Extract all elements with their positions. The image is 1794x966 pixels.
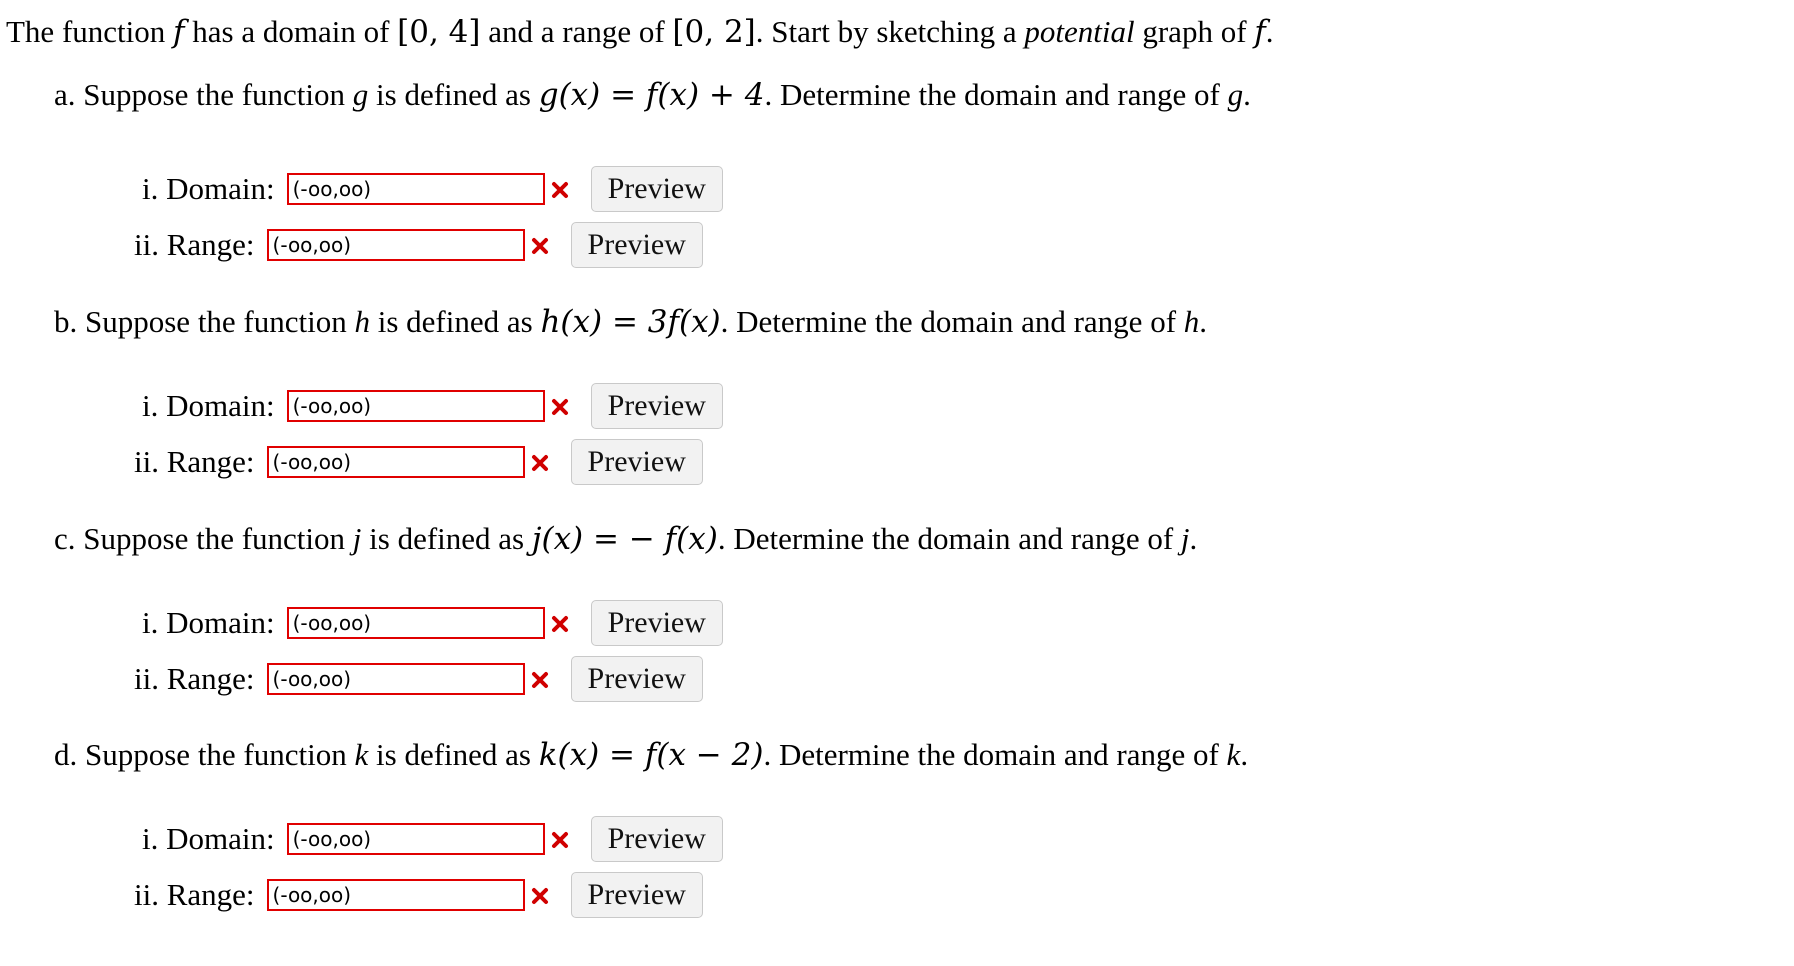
part-b-domain-input[interactable]: [287, 390, 545, 422]
formula: g(x) = f(x) + 4: [538, 77, 765, 113]
domain-label: i. Domain:: [142, 821, 275, 856]
incorrect-x-icon: [551, 181, 569, 199]
incorrect-x-icon: [551, 615, 569, 633]
domain-label: i. Domain:: [142, 388, 275, 423]
part-a-range-preview-button[interactable]: Preview: [571, 222, 703, 268]
part-d-question: d. Suppose the function k is defined as k(x) = f(x − 2). Determine the domain and range of k.: [54, 737, 1249, 773]
part-b-question: b. Suppose the function h is defined as h(x) = 3f(x). Determine the domain and range of h.: [54, 304, 1208, 340]
part-c-question: c. Suppose the function j is defined as j(x) = − f(x). Determine the domain and range of j.: [54, 521, 1198, 557]
incorrect-x-icon: [531, 237, 549, 255]
incorrect-x-icon: [551, 398, 569, 416]
part-a-domain-input[interactable]: [287, 173, 545, 205]
domain-label: i. Domain:: [142, 171, 275, 206]
part-c-domain-input[interactable]: [287, 607, 545, 639]
part-a-question: a. Suppose the function g is defined as g(x) = f(x) + 4. Determine the domain and range of g.: [54, 77, 1251, 113]
formula: h(x) = 3f(x): [540, 304, 721, 340]
part-d-range-input[interactable]: [267, 879, 525, 911]
problem-intro: The function f has a domain of [0, 4] and a range of [0, 2]. Start by sketching a potential graph of f.: [6, 14, 1274, 50]
potential-emphasis: potential: [1024, 14, 1135, 49]
part-c-domain-preview-button[interactable]: Preview: [591, 600, 723, 646]
formula: k(x) = f(x − 2): [538, 737, 764, 773]
part-a-range-input[interactable]: [267, 229, 525, 261]
incorrect-x-icon: [531, 887, 549, 905]
range-interval: [0, 2]: [672, 14, 756, 50]
part-c-domain-row: [142, 600, 723, 646]
incorrect-x-icon: [551, 831, 569, 849]
part-c-range-preview-button[interactable]: Preview: [571, 656, 703, 702]
domain-interval: [0, 4]: [397, 14, 481, 50]
f-symbol: f: [173, 14, 185, 50]
part-a-domain-row: [142, 166, 723, 212]
part-d-range-preview-button[interactable]: Preview: [571, 872, 703, 918]
part-d-domain-row: [142, 816, 723, 862]
incorrect-x-icon: [531, 454, 549, 472]
part-c-range-input[interactable]: [267, 663, 525, 695]
part-b-domain-preview-button[interactable]: Preview: [591, 383, 723, 429]
range-label: ii. Range:: [134, 661, 255, 696]
part-a-domain-preview-button[interactable]: Preview: [591, 166, 723, 212]
part-b-range-preview-button[interactable]: Preview: [571, 439, 703, 485]
incorrect-x-icon: [531, 671, 549, 689]
part-b-range-input[interactable]: [267, 446, 525, 478]
part-b-domain-row: [142, 383, 723, 429]
range-label: ii. Range:: [134, 227, 255, 262]
part-d-range-row: [134, 872, 703, 918]
part-c-range-row: [134, 656, 703, 702]
part-a-range-row: [134, 222, 703, 268]
domain-label: i. Domain:: [142, 605, 275, 640]
range-label: ii. Range:: [134, 877, 255, 912]
part-b-range-row: [134, 439, 703, 485]
formula: j(x) = − f(x): [531, 521, 718, 557]
part-d-domain-preview-button[interactable]: Preview: [591, 816, 723, 862]
range-label: ii. Range:: [134, 444, 255, 479]
part-d-domain-input[interactable]: [287, 823, 545, 855]
